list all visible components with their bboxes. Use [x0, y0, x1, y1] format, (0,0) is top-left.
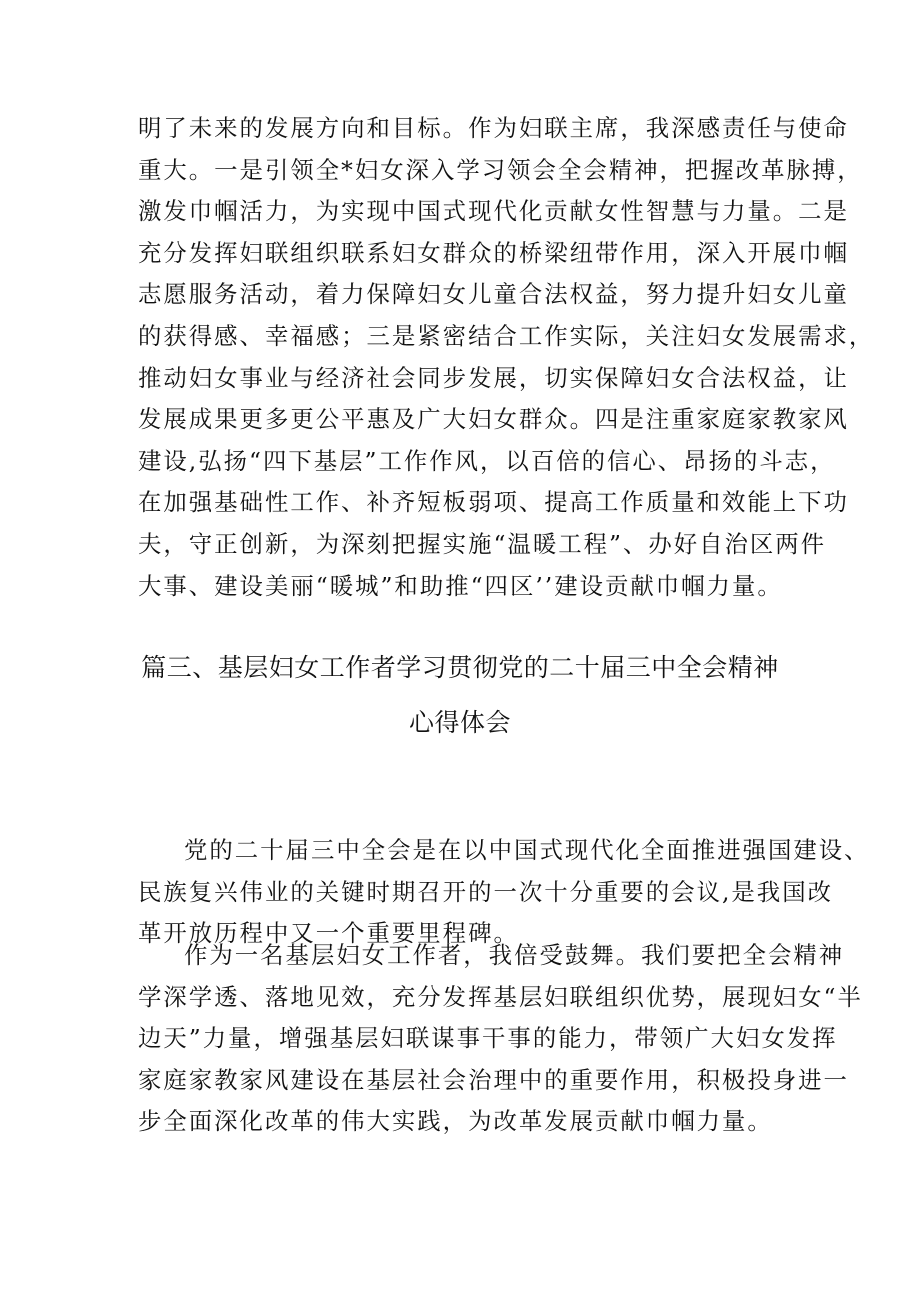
text-line: 夫，守正创新，为深刻把握实施“温暖工程”、办好自治区两件 — [138, 529, 827, 558]
text-line: 重大。一是引领全*妇女深入学习领会全会精神，把握改革脉搏， — [138, 155, 863, 184]
text-line: 志愿服务活动，着力保障妇女儿童合法权益，努力提升妇女儿童 — [138, 280, 849, 309]
text-line: 发展成果更多更公平惠及广大妇女群众。四是注重家庭家教家风 — [138, 405, 849, 434]
text-line: 推动妇女事业与经济社会同步发展，切实保障妇女合法权益，让 — [138, 363, 849, 392]
text-line: 党的二十届三中全会是在以中国式现代化全面推进强国建设、 — [184, 836, 870, 864]
text-line: 作为一名基层妇女工作者，我倍受鼓舞。我们要把全会精神 — [184, 941, 845, 969]
section-three-paragraph-2 — [138, 935, 863, 1143]
text-line: 革开放历程中又一个重要里程碑。 — [138, 919, 519, 948]
text-line: 家庭家教家风建设在基层社会治理中的重要作用，积极投身进一 — [138, 1065, 849, 1094]
text-line: 的获得感、幸福感；三是紧密结合工作实际，关注妇女发展需求， — [138, 321, 875, 350]
text-line: 大事、建设美丽“暖城”和助推“四区’’建设贡献巾帼力量。 — [138, 571, 783, 600]
section-three-subtitle: 心得体会 — [408, 708, 511, 737]
text-line: 建设,弘扬“四下基层”工作作风，以百倍的信心、昂扬的斗志， — [138, 446, 836, 475]
text-line: 民族复兴伟业的关键时期召开的一次十分重要的会议,是我国改 — [138, 877, 833, 906]
text-line: 步全面深化改革的伟大实践，为改革发展贡献巾帼力量。 — [138, 1107, 773, 1136]
text-line: 在加强基础性工作、补齐短板弱项、提高工作质量和效能上下功 — [138, 488, 849, 517]
text-line: 学深学透、落地见效，充分发挥基层妇联组织优势，展现妇女“半 — [138, 982, 863, 1011]
section-three-title: 篇三、基层妇女工作者学习贯彻党的二十届三中全会精神 — [141, 653, 779, 682]
previous-section-paragraph — [138, 108, 875, 607]
text-line: 明了未来的发展方向和目标。作为妇联主席，我深感责任与使命 — [138, 114, 849, 142]
text-line: 激发巾帼活力，为实现中国式现代化贡献女性智慧与力量。二是 — [138, 197, 849, 226]
text-line: 充分发挥妇联组织联系妇女群众的桥梁纽带作用，深入开展巾帼 — [138, 238, 849, 267]
text-line: 边天”力量，增强基层妇联谋事干事的能力，带领广大妇女发挥 — [138, 1024, 838, 1053]
